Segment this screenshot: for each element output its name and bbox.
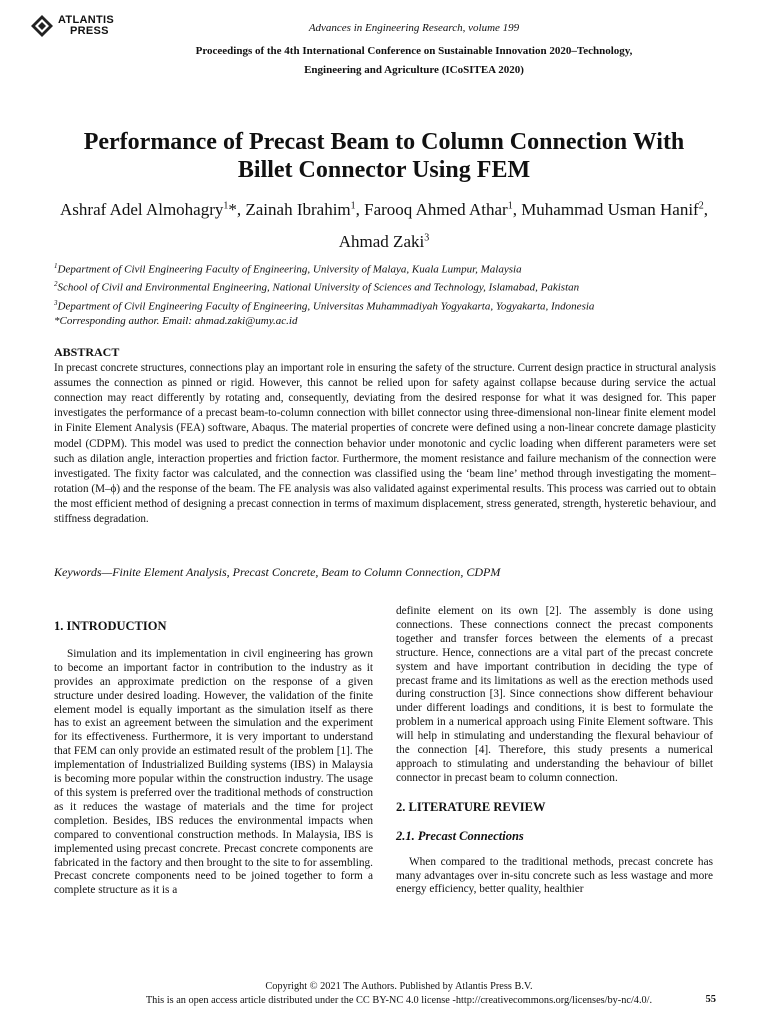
- affiliation-sup: 1: [54, 262, 58, 270]
- author-separator: ,: [355, 199, 365, 219]
- paper-title-line-1: Performance of Precast Beam to Column Connection With: [83, 129, 685, 155]
- introduction-paragraph: Simulation and its implementation in civil engineering has grown to become an important factor in contribution to the industry as it provides an approximate prediction on the response of a given structure under desired loading. However, the validation of the finite element model is equally important as the simulation itself as there has to exist an agreement between the simulation and the experiment for its effectiveness. Furthermore, it is very important to understand that FEM can only provide an estimated result of the problem [1]. The implementation of Industrialized Building systems (IBS) in Malaysia is becoming more popular within the construction industry. The usage of this system is preferred over the traditional methods of construction as it reduces the wastage of materials and the time for project completion. Besides, IBS reduces the environmental impacts when compared to conventional construction methods. In Malaysia, IBS is implemented using precast concrete. Precast concrete components are fabricated in the factory and then brought to the site to for assembling. Precast concrete components need to be joined together to form a complete structure as it is a: [54, 647, 373, 897]
- affiliation: [54, 259, 718, 277]
- author: [521, 200, 708, 219]
- author-marker: *: [228, 199, 237, 219]
- corresponding-author: *Corresponding author. Email: ahmad.zaki@umy.ac.id: [54, 315, 298, 328]
- author-name: Farooq Ahmed Athar: [364, 199, 508, 219]
- abstract-heading: ABSTRACT: [54, 345, 120, 359]
- logo-line-2: PRESS: [70, 25, 109, 37]
- author-separator: ,: [512, 199, 522, 219]
- affiliation-text: Department of Civil Engineering Faculty of Engineering, University of Malaya, Kuala Lumpur, Malaysia: [57, 263, 522, 276]
- author: [245, 200, 364, 219]
- copyright-line: Copyright © 2021 The Authors. Published by Atlantis Press B.V.: [265, 981, 533, 992]
- subsection-heading-precast-connections: 2.1. Precast Connections: [396, 828, 524, 843]
- affiliation: [54, 277, 718, 295]
- affiliations: [54, 259, 718, 329]
- affiliation-text: School of Civil and Environmental Engineering, National University of Sciences and Technology, Islamabad, Pakistan: [57, 282, 580, 295]
- page-footer: [80, 980, 718, 1008]
- atlantis-press-logo-icon: [30, 14, 54, 38]
- author-affiliation-sup: 1: [507, 200, 513, 211]
- author: [364, 200, 521, 219]
- proceedings-title-line-1: Proceedings of the 4th International Conference on Sustainable Innovation 2020–Technology,: [195, 45, 633, 57]
- author-name: Zainah Ibrahim: [245, 199, 351, 219]
- proceedings-title-line-2: Engineering and Agriculture (ICoSITEA 2020): [304, 64, 524, 76]
- license-line: This is an open access article distributed under the CC BY-NC 4.0 license -http://creativecommons.org/licenses/by-nc/4.0/.: [145, 995, 653, 1006]
- author-separator: ,: [236, 199, 246, 219]
- abstract-text: In precast concrete structures, connections play an important role in ensuring the safety of the structure. Current design practice in structural analysis assumes the connection as pinned or rigid. However, this cannot be relied upon for safety against collapse because during service the actual connection may react differently by rotating and, consequently, deviating from the desired response for what it was designed for. This paper investigates the performance of a precast beam-to-column connection with billet connector using three-dimensional non-linear finite element model in Finite Element Analysis (FEA) software, Abaqus. The material properties of concrete were defined using a non-linear concrete damage plasticity model (CDPM). This model was used to predict the connection behavior under monotonic and cyclic loading when different parameters were set such as dilation angle, interaction properties and friction factor. Furthermore, the moment resistance and failure mechanism of the connection were investigated. The fixity factor was calculated, and the connection was classified using the ‘beam line’ method through investigating the moment–rotation (M–ϕ) and the response of the beam. The FE analysis was also validated against experimental results. This process was carried out to obtain the most efficient method of designing a precast connection in terms of maximum displacement, stress generated, strength, hysteretic behaviour, and stiffness degradation.: [54, 362, 716, 526]
- author-name: Ashraf Adel Almohagry: [60, 199, 224, 219]
- keywords: Keywords—Finite Element Analysis, Precast Concrete, Beam to Column Connection, CDPM: [54, 565, 501, 579]
- author-list: [40, 191, 728, 256]
- affiliation-sup: 3: [54, 298, 58, 307]
- page-number: 55: [705, 994, 716, 1005]
- author-affiliation-sup: 1: [350, 200, 356, 211]
- author-name: Muhammad Usman Hanif: [521, 199, 699, 219]
- literature-paragraph: When compared to the traditional methods, precast concrete has many advantages over in-situ concrete such as less wastage and more energy efficiency, better quality, healthier: [396, 855, 713, 896]
- author-affiliation-sup: 1: [223, 200, 229, 211]
- section-heading-literature-review: 2. LITERATURE REVIEW: [396, 799, 546, 814]
- author-affiliation-sup: 3: [424, 232, 430, 244]
- author: [60, 200, 245, 219]
- affiliation-text: Department of Civil Engineering Faculty of Engineering, Universitas Muhammadiyah Yogyakarta, Yogyakarta, Indonesia: [57, 300, 595, 313]
- author-affiliation-sup: 2: [698, 200, 704, 211]
- paper-title-line-2: Billet Connector Using FEM: [237, 157, 531, 183]
- running-header: [100, 22, 728, 80]
- author: [339, 232, 429, 251]
- introduction-paragraph-continued: definite element on its own [2]. The assembly is done using connections. These connections connect the precast components together and transfer forces between the elements of a precast structure. Hence, connections are a vital part of the precast concrete system and have important contribution in deciding the type of precast frame and its limitations as well as the erection methods used during construction [3]. Since connections show different behaviour under different loadings and conditions, it is best to formulate the problem in a numerical approach using Finite Element software. This will help in stimulating and understanding the flexural behaviour of the connection [4]. Therefore, this study presents a numerical approach to stimulating and understanding the behaviour of billet connector in precast beam to column connection.: [396, 605, 713, 784]
- abstract-section: [54, 345, 716, 527]
- author-separator: ,: [703, 199, 708, 219]
- logo-line-1: ATLANTIS: [58, 14, 114, 26]
- series-title: Advances in Engineering Research, volume 199: [308, 22, 520, 34]
- affiliation: [54, 296, 718, 314]
- right-column: [396, 605, 713, 897]
- paper-title: [30, 128, 738, 184]
- author-name: Ahmad Zaki: [338, 232, 425, 252]
- affiliation-sup: 2: [54, 280, 58, 289]
- section-heading-introduction: 1. INTRODUCTION: [54, 619, 167, 633]
- left-column: [54, 620, 373, 898]
